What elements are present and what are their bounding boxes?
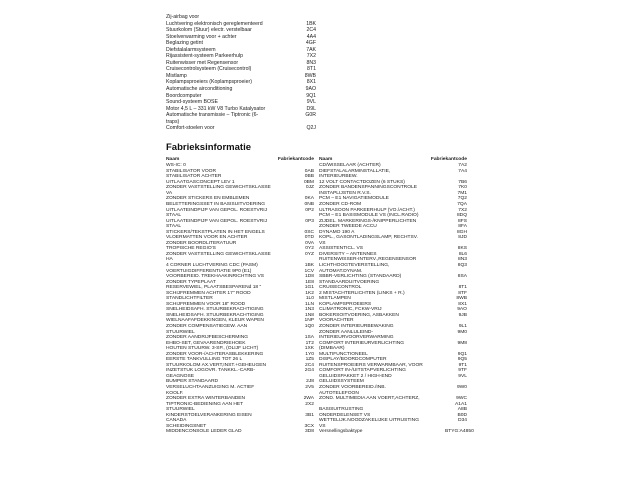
column-header-name: Naam bbox=[166, 157, 180, 162]
factory-row-label: HOUTEN STUURW. 3-SP., (OLIJF LICHT) bbox=[166, 346, 259, 352]
factory-row-label: MISTLAMPEN bbox=[319, 296, 351, 302]
option-row-code: 8N3 bbox=[306, 59, 316, 66]
factory-row-code: A8B bbox=[457, 407, 467, 413]
factory-row-label: BELETTERINGSSET IN BASISUITVOERING bbox=[166, 201, 266, 207]
option-row-label: Cruisecontrolsysteem (Cruisecontrol) bbox=[166, 66, 252, 73]
factory-row-label: ZOND. MULTIMEDIA AAN VOERT,ACHTERZ, bbox=[319, 396, 420, 402]
factory-row bbox=[166, 368, 314, 379]
factory-row-code: 0P2 bbox=[305, 207, 314, 213]
factory-row-label: SNELHEIDSAFH. STUURBEKRACHTIGING bbox=[166, 312, 264, 318]
factory-row-code: 8DQ bbox=[456, 213, 467, 219]
factory-row-code: 1NP bbox=[304, 318, 314, 324]
factory-row-label: KINDERSTOELVERANKERING EISEN CANADA bbox=[166, 412, 252, 424]
factory-row-code: 1K2 bbox=[305, 290, 314, 296]
factory-row-label: STABILISATOR VOOR bbox=[166, 168, 217, 174]
factory-row-label: EERSTE TANKVULLING TOT 26 L bbox=[166, 357, 243, 363]
option-row-label: Sound-systeem BOSE bbox=[166, 99, 218, 106]
option-row-label: Beglazing getint bbox=[166, 40, 203, 47]
factory-row-code: 0KA bbox=[304, 196, 314, 202]
factory-row bbox=[166, 324, 314, 335]
factory-row-code: 1Q0 bbox=[304, 324, 314, 329]
factory-row-code: 2C4 bbox=[305, 362, 314, 368]
factory-row-label: ZONDER BOORDLITERATUUR bbox=[166, 240, 237, 246]
factory-row-label: RUITENSPROEIERS VERWARMBAAR, VOOR bbox=[319, 362, 423, 368]
factory-row-code: 8KS bbox=[457, 246, 467, 252]
factory-row-code: A1A1 bbox=[455, 401, 467, 407]
option-row-code: 1BK bbox=[306, 20, 316, 27]
factory-row-code: 8L6 bbox=[458, 251, 467, 257]
option-row-code: Q2J bbox=[306, 125, 316, 132]
factory-row-code: 9T1 bbox=[458, 362, 467, 368]
factory-row-label: ZONDER COMPENSATIEGEW. AAN STUURWIEL bbox=[166, 324, 248, 335]
factory-row-code: 8FA bbox=[458, 224, 467, 230]
factory-row-label: UITLAATEINDPIJP VAN GEPOL. ROESTVRIJ STAAL bbox=[166, 207, 268, 219]
factory-row bbox=[319, 235, 467, 246]
factory-row-label: MULTIFUNCTIONEEL bbox=[319, 351, 368, 357]
factory-row-code: 0YZ bbox=[305, 251, 314, 257]
factory-row-code: 0TD bbox=[304, 235, 314, 241]
factory-row-code: 8WB bbox=[456, 296, 467, 302]
right-rows bbox=[319, 163, 474, 435]
factory-row-code: 0JZ bbox=[305, 185, 314, 191]
factory-row-label: ZIJDEL. MARKERINGS-/KNIPPERLICHTEN bbox=[319, 218, 417, 224]
option-row-label: Boordcomputer bbox=[166, 92, 202, 99]
factory-row bbox=[319, 374, 467, 385]
factory-row-label: ZONDER EXTRA WINTERBANDEN bbox=[166, 396, 246, 402]
factory-row bbox=[166, 429, 314, 435]
factory-row-label: DISPLAY/BOORDCOMPUTER bbox=[319, 357, 387, 363]
option-row-code: 9Q1 bbox=[306, 92, 316, 99]
factory-row-label: ZONDER VOORBEREID./INB. AUTOTELEFOON bbox=[319, 385, 386, 396]
factory-row-code: 9L1 bbox=[458, 324, 467, 329]
factory-row-code: 0Y2 bbox=[305, 246, 314, 252]
factory-row-label: MIDDENCONSOLE LEDER GLAD bbox=[166, 429, 242, 435]
factory-row-label: ZONDER CD-ROM bbox=[319, 201, 362, 207]
factory-row-code: 1D8 bbox=[305, 274, 314, 280]
option-row-code: 7AK bbox=[306, 46, 316, 53]
factory-row-label: WIELNAAFAFDEKKINGEN, KLEUR WAPEN bbox=[166, 318, 264, 324]
factory-row-label: RESERVEWIEL, PLAATSBESPARENd 18 " bbox=[166, 285, 262, 291]
factory-row-label: 4 CORNER LUCHTVERING CDC (PASM) bbox=[166, 262, 258, 268]
factory-row-code: 8FS bbox=[458, 218, 467, 224]
factory-row-code: 0P3 bbox=[305, 218, 314, 224]
factory-row bbox=[319, 429, 474, 435]
factory-row-code: 1G1 bbox=[304, 285, 314, 291]
factory-row-code: 9Q1 bbox=[457, 351, 467, 357]
factory-row bbox=[319, 330, 467, 341]
factory-row-code: 0VA bbox=[305, 240, 314, 246]
factory-row-code: 9Q5 bbox=[457, 357, 467, 363]
factory-row-label: 12 VOLT CONTACTDOZEN (6 STUKS) bbox=[319, 179, 405, 185]
factory-row-label: UITLAATEINDPIJP VAN GEPOL. ROESTVRIJ STAAL bbox=[166, 218, 268, 230]
factory-row-label: INZETSTUK LOGOVR. TANKKL.-CARB- GEAGNOSE bbox=[166, 368, 255, 379]
column-header bbox=[166, 157, 314, 163]
factory-row-label: SBBR-VERLICHTING (STANDAARD) bbox=[319, 274, 402, 280]
option-row-code: 2C4 bbox=[306, 27, 316, 34]
factory-row-code: 1T2 bbox=[305, 340, 314, 346]
factory-row-code: D34 bbox=[458, 418, 467, 424]
factory-row-code: 7A4 bbox=[458, 168, 467, 174]
factory-row-code: 1L0 bbox=[305, 296, 314, 302]
factory-row-code: 9AO bbox=[457, 307, 467, 313]
option-row-code: 4A4 bbox=[306, 33, 316, 40]
factory-row-code: 9VL bbox=[458, 373, 467, 379]
factory-row-code: 0AB bbox=[304, 168, 314, 174]
factory-row-label: ULTRASOON PARKEERHULP (VO./ACHT.) bbox=[319, 207, 415, 213]
factory-row-code: 9W0 bbox=[456, 385, 467, 391]
option-row-code: 4GF bbox=[305, 40, 316, 47]
factory-row-code: 9M8 bbox=[457, 340, 467, 346]
factory-row-label: UITLAATGASCONCEPT LEV 1 bbox=[166, 179, 235, 185]
column-header-code: Fabriekantcode bbox=[277, 157, 314, 162]
option-row-code: 8X1 bbox=[306, 79, 316, 86]
factory-row-code: 2X2 bbox=[305, 401, 314, 407]
factory-row-label: Versnellingsbaktype bbox=[319, 429, 363, 435]
factory-row-code: 1SA bbox=[304, 335, 314, 341]
factory-row-label: CD/WISSELAAR (ACHTER) bbox=[319, 163, 381, 169]
option-row-code: 9VL bbox=[306, 99, 316, 106]
factory-row-label: COMFORT INTERIEURVERLICHTING (DIMBAAR) bbox=[319, 340, 405, 352]
factory-row-label: STANDAARDUITVOERING bbox=[319, 279, 380, 285]
factory-row bbox=[166, 413, 314, 424]
factory-row-label: ZONDER BANDENSPANNINGSCONTROLE bbox=[319, 185, 418, 191]
option-row-code: 8WB bbox=[304, 72, 316, 79]
factory-row-label: ZONDER STICKERS EN EMBLEMEN bbox=[166, 196, 250, 202]
factory-row-label: SCHIJFREMMEN ACHTER 17" ROOD bbox=[166, 290, 251, 296]
option-row-label: Mistlamp bbox=[166, 72, 187, 79]
factory-row-label: ZONDER INTERIEURBEWAKING bbox=[319, 324, 394, 329]
option-row-label: Diefstalalarmsysteem bbox=[166, 46, 216, 53]
factory-row-label: STANDLICHTFILTER bbox=[166, 296, 213, 302]
factory-row-code: 8N3 bbox=[458, 257, 467, 263]
option-row-label: Luchtvering elektronisch gereglementeerd bbox=[166, 20, 263, 27]
factory-row bbox=[319, 313, 467, 324]
factory-row-label: STUURKOLOM AX.VERT,INST.+GEHEUGEN bbox=[166, 362, 267, 368]
factory-row-code: 2G4 bbox=[304, 368, 314, 374]
factory-row bbox=[166, 219, 314, 230]
factory-row-label: COMFORT IN-/UITSTAPVERLICHTING bbox=[319, 368, 406, 374]
factory-row-label: ASSISTENTICL. VS bbox=[319, 246, 364, 252]
factory-row bbox=[166, 385, 314, 396]
factory-row-code: 1E8 bbox=[305, 279, 314, 285]
factory-row bbox=[166, 402, 314, 413]
factory-row-code: 9WC bbox=[456, 396, 467, 402]
factory-row-label: VOORBEREID. TREKHAAKINRICHTING VS bbox=[166, 274, 265, 280]
factory-row-code: BTYG:A4850 bbox=[445, 429, 474, 435]
factory-row-code: 8TF bbox=[458, 290, 467, 296]
column-header-name: Naam bbox=[319, 157, 333, 162]
factory-row-label: DIVERSITY – ANTENNES bbox=[319, 251, 377, 257]
factory-row-code: 8JD bbox=[458, 235, 467, 241]
factory-row bbox=[166, 185, 314, 196]
option-row bbox=[166, 112, 316, 125]
factory-row-label: SCHIJFREMMEN VOOR 18" ROOD bbox=[166, 301, 246, 307]
factory-row-code: 1LN bbox=[305, 301, 314, 307]
left-rows bbox=[166, 163, 314, 435]
factory-info-left-column bbox=[166, 157, 314, 435]
factory-row-label: VLOERMATTEN VOOR EN ACHTER bbox=[166, 235, 248, 241]
factory-row-label: WETTELIJK.NOODZAKELIJKE UITRUSTING VS bbox=[319, 418, 419, 429]
factory-row-code: 3CX bbox=[304, 423, 314, 429]
option-row-label: Automatische transmissie – Tiptronic (6- traps) bbox=[166, 112, 259, 125]
factory-row-label: VOERTUIGDIFFERENTIATIE 9P0 (E1) bbox=[166, 268, 252, 274]
factory-row-code: 1XK bbox=[304, 346, 314, 352]
option-row-label: Rijassistent-systeem Parkeerhulp bbox=[166, 53, 243, 60]
factory-row-label: TIPTRONIC-BEDIENING AAN HET STUURWIEL bbox=[166, 401, 244, 413]
factory-row-code: 8X1 bbox=[458, 301, 467, 307]
factory-row bbox=[319, 341, 467, 352]
factory-row-code: 3B1 bbox=[305, 412, 314, 418]
factory-row-label: STABILISATOR ACHTER bbox=[166, 174, 222, 180]
factory-row-label: RUITENWISSER-INTERV.,REGENSENSOR bbox=[319, 257, 417, 263]
factory-row-label: DIEFSTALALARMINSTALLATIE, bbox=[319, 168, 391, 174]
factory-row-code: 9M0 bbox=[457, 329, 467, 335]
option-row-label: Motor 4,5 L – 331 kW V8 Turbo Katalysator bbox=[166, 105, 266, 112]
factory-row-label: PCM – E1 BASISMODULE VS (INCL.RADIO) bbox=[319, 213, 419, 219]
factory-row-label: TROPISCHE REGIO'S bbox=[166, 246, 216, 252]
option-row-label: Koplampsproeiers (Koplampsproeier) bbox=[166, 79, 252, 86]
factory-row-label: ONDERDELENSET VS bbox=[319, 412, 371, 418]
factory-row-code: 7X2 bbox=[458, 207, 467, 213]
factory-row-code: 7M1 bbox=[457, 190, 467, 196]
factory-row-label: ZONDER TWEEDE ACCU bbox=[319, 224, 377, 230]
factory-row bbox=[319, 385, 467, 396]
factory-row-code: 8SA bbox=[457, 274, 467, 280]
column-header bbox=[319, 157, 467, 163]
factory-row-label: ZONDER VOOR-/ACHTERASBLEKKERING bbox=[166, 351, 264, 357]
factory-row-code: 7A2 bbox=[458, 163, 467, 169]
factory-row-code: 7Q2 bbox=[457, 196, 467, 202]
factory-row-label: BUMPER STANDAARD bbox=[166, 379, 219, 385]
factory-row-label: ZONDER AANDRIJFBESCHERMING bbox=[166, 335, 249, 341]
factory-row-label: ZONDER VASTSTELLING GEWICHTSKLASSE HA bbox=[166, 251, 271, 263]
option-row-code: 7X2 bbox=[306, 53, 316, 60]
factory-row-label: VERSELUCHTAANZUIGING M. ACTIEF KOOLF. bbox=[166, 385, 255, 396]
factory-row-label: ZONDER AANLULEIND- INTERIEURVOORVERWARMING bbox=[319, 329, 394, 341]
factory-row-label: CRUISECONTROL bbox=[319, 285, 362, 291]
factory-row bbox=[319, 418, 467, 429]
factory-row-code: 1Z5 bbox=[305, 357, 314, 363]
factory-row-label: BOKERSOITVOERING, ASBAKKEN VOORACHTER bbox=[319, 312, 399, 324]
factory-row-label: CLIMATRONIC, FCKW-VRIJ bbox=[319, 307, 382, 313]
factory-row-code: 7K0 bbox=[458, 185, 467, 191]
factory-row-label: BASISUITRUSTING bbox=[319, 407, 364, 413]
factory-row-code: 9JB bbox=[458, 312, 467, 318]
options-list bbox=[166, 14, 316, 132]
factory-row-label: ZONDER TYPEPLAAT bbox=[166, 279, 216, 285]
factory-row-code: 0BM bbox=[303, 179, 314, 185]
factory-row-label: LICHTHOOGTEVERSTELLING, AUTOMAT.DYNAM. bbox=[319, 262, 390, 274]
factory-row-label: INSTAPLIJSTEN R.V.S. bbox=[319, 190, 371, 196]
option-row-label: Stoelverwarming voor + achter bbox=[166, 33, 237, 40]
factory-row-code: 0NB bbox=[304, 201, 314, 207]
factory-row-code: 8GH bbox=[456, 229, 467, 235]
factory-row bbox=[166, 252, 314, 263]
factory-row bbox=[166, 208, 314, 219]
factory-row-code: 2WA bbox=[303, 396, 314, 402]
factory-row-label: PCM – E1 NAVIGATIEMODULE bbox=[319, 196, 389, 202]
factory-row-code: 2J8 bbox=[306, 379, 314, 385]
factory-row-code: 1N3 bbox=[305, 307, 314, 313]
factory-row-label: 2 MISTACHTERLICHTEN (LINKS + R.) bbox=[319, 290, 405, 296]
factory-row-label: INTERIEURBEW. bbox=[319, 174, 358, 180]
option-row-label: Comfort-stoelen voor bbox=[166, 125, 215, 132]
option-row-code: 8T1 bbox=[307, 66, 316, 73]
factory-row-label: WS-IC: 0 bbox=[166, 163, 186, 169]
factory-row-code: 7B6 bbox=[458, 179, 467, 185]
option-row bbox=[166, 125, 316, 132]
section-title: Fabrieksinformatie bbox=[166, 142, 251, 153]
option-row-label: Automatische airconditioning bbox=[166, 86, 233, 93]
option-row-code: G0R bbox=[305, 112, 316, 119]
factory-row-label: STICKERS/TEKSTPLATEN IN HET ENGELS bbox=[166, 229, 265, 235]
factory-row-code: 1N8 bbox=[305, 312, 314, 318]
factory-row-label: EHBO-SET, GEVAARENDRIEHOEK bbox=[166, 340, 246, 346]
factory-row-label: SCHEIDINGSNET bbox=[166, 423, 207, 429]
option-row-code: 9AO bbox=[305, 86, 316, 93]
factory-row-code: 0BB bbox=[304, 174, 314, 180]
factory-row-code: 9TF bbox=[458, 368, 467, 374]
factory-row-code: 1CV bbox=[304, 268, 314, 274]
factory-row-label: KOPLAMPSPROEIERS bbox=[319, 301, 372, 307]
factory-row-code: 1BK bbox=[304, 262, 314, 268]
factory-row-label: GELUIDSPAKKET 2 / HIGH-END GELUIDSSYSTEEM bbox=[319, 373, 392, 385]
factory-row-code: 3D8 bbox=[305, 429, 314, 435]
option-row-label: Zij-airbag voor bbox=[166, 14, 200, 20]
factory-row-label: DYNAMO 190 A bbox=[319, 229, 355, 235]
option-row-code: D9L bbox=[306, 105, 316, 112]
factory-row-code: 7QA bbox=[457, 201, 467, 207]
factory-row-code: 8T1 bbox=[458, 285, 467, 291]
factory-row-label: SNELHEIDSAFH. STUURBEKRACHTIGING bbox=[166, 307, 264, 313]
factory-row-code: 2V5 bbox=[305, 385, 314, 391]
factory-row-code: 8Q3 bbox=[457, 262, 467, 268]
factory-row bbox=[319, 263, 467, 274]
option-row-label: Ruitenwisser met Regensensor bbox=[166, 59, 239, 66]
factory-info-right-column bbox=[319, 157, 474, 435]
factory-row-label: ZONDER VASTSTELLING GEWICHTSKLASSE VA bbox=[166, 185, 271, 196]
factory-row-code: B0D bbox=[457, 412, 467, 418]
option-row-label: Stuurkolom (Stuur) electr. verstelbaar bbox=[166, 27, 252, 34]
factory-row-label: KOPL., GASONTLADINGSLAMP, RECHTSV. VS bbox=[319, 235, 418, 246]
factory-row-code: 1Y0 bbox=[305, 351, 314, 357]
factory-row-code: 0SC bbox=[304, 229, 314, 235]
column-header-code: Fabriekantcode bbox=[430, 157, 467, 162]
